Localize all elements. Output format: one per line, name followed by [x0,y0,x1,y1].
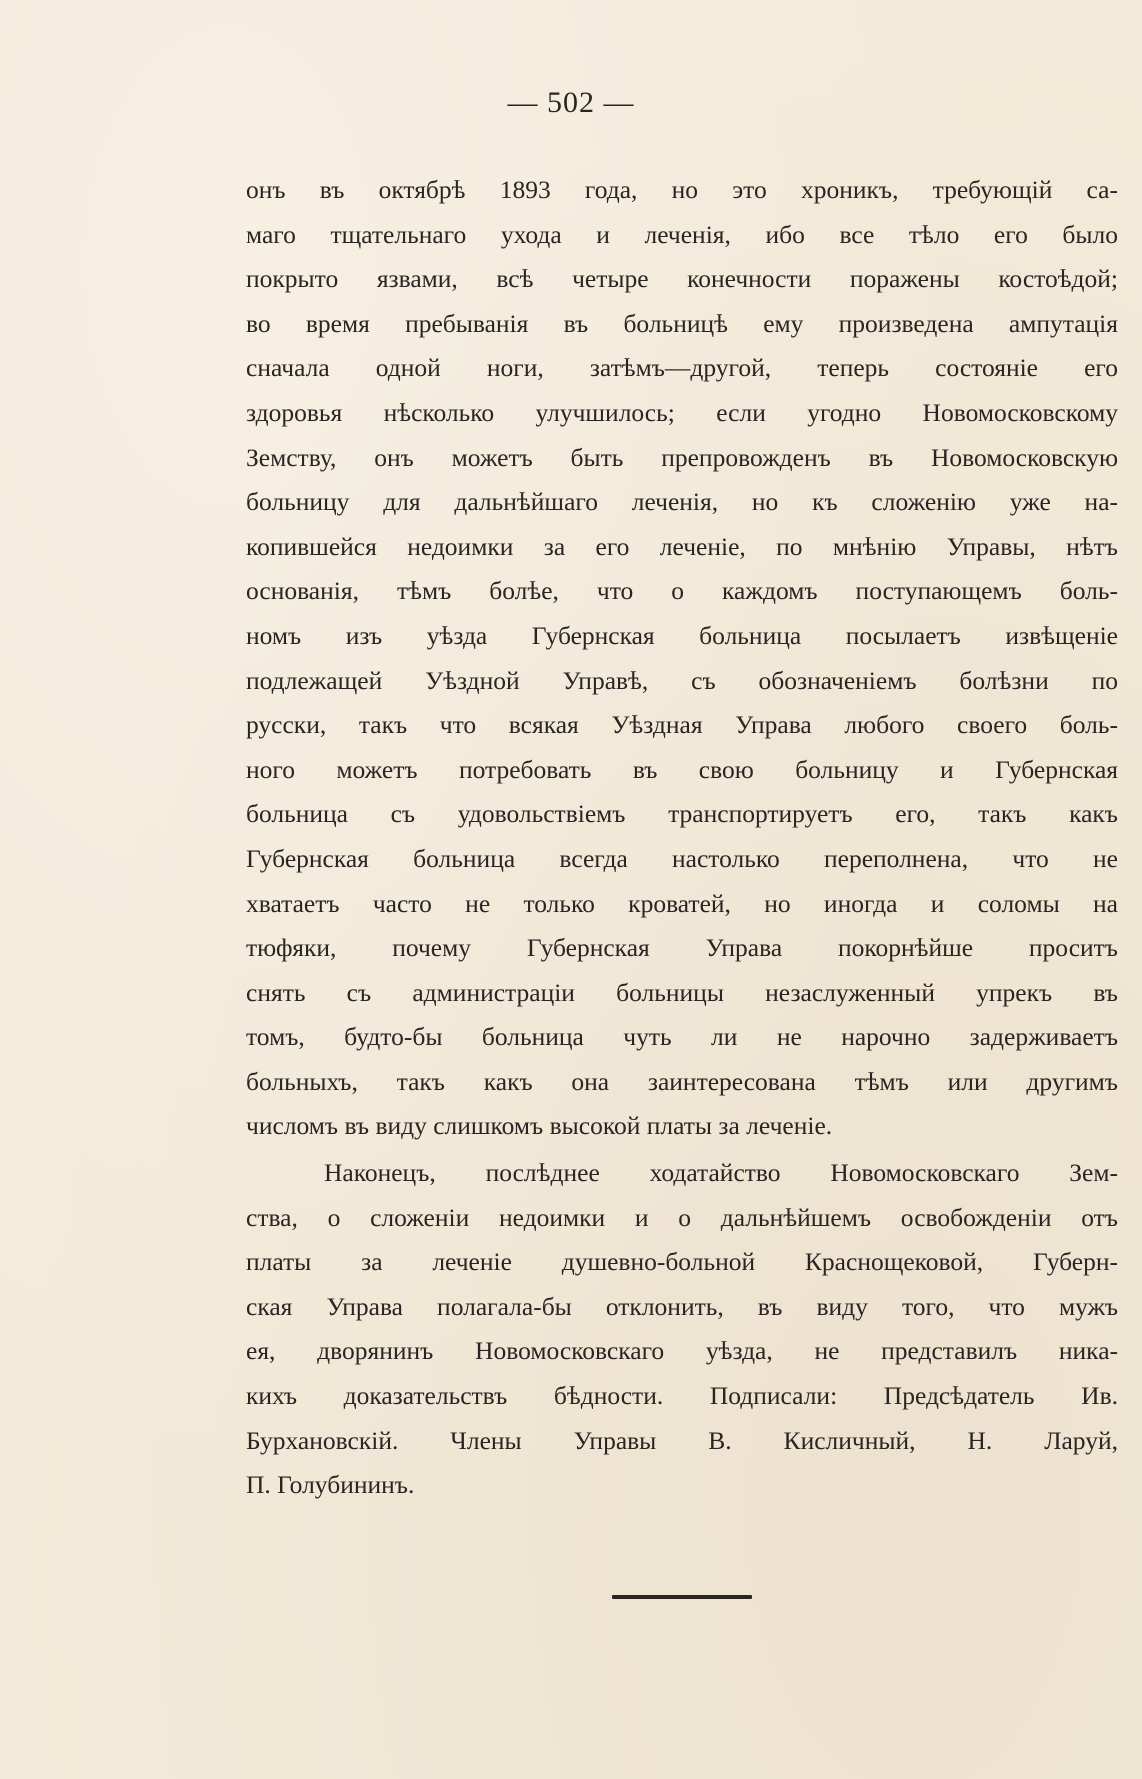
text-line: Бурхановскій. Члены Управы В. Кисличный, Н. Ларуй, [246,1425,1118,1455]
text-line: ея, дворянинъ Новомосковскаго уѣзда, не представилъ ника- [246,1336,1118,1366]
text-line: номъ изъ уѣзда Губернская больница посылаетъ извѣщеніе [246,620,1118,650]
text-line: ства, о сложеніи недоимки и о дальнѣйшемъ освобожденіи отъ [246,1202,1118,1232]
text-line: русски, такъ что всякая Уѣздная Управа любого своего боль- [246,710,1118,740]
text-line: Наконецъ, послѣднее ходатайство Новомосковскаго Зем- [324,1158,1118,1188]
text-line: тюфяки, почему Губернская Управа покорнѣйше проситъ [246,933,1118,963]
text-line: покрыто язвами, всѣ четыре конечности поражены костоѣдой; [246,264,1118,294]
page-number: — 502 — [507,86,635,119]
paragraph-2 [246,1151,1118,1508]
text-line: ская Управа полагала-бы отклонить, въ виду того, что мужъ [246,1291,1118,1321]
text-line: снять съ администраціи больницы незаслуженный упрекъ въ [246,977,1118,1007]
text-line: онъ въ октябрѣ 1893 года, но это хроникъ, требующій са- [246,175,1118,204]
text-line: больница съ удовольствіемъ транспортируетъ его, такъ какъ [246,799,1118,829]
text-line: числомъ въ виду слишкомъ высокой платы за леченіе. [246,1111,833,1141]
text-line: Земству, онъ можетъ быть препровожденъ въ Новомосковскую [246,442,1118,472]
text-line: больныхъ, такъ какъ она заинтересована тѣмъ или другимъ [246,1066,1118,1096]
text-line: подлежащей Уѣздной Управѣ, съ обозначеніемъ болѣзни по [246,665,1118,695]
text-line: хватаетъ часто не только кроватей, но иногда и соломы на [246,888,1118,918]
text-line: платы за леченіе душевно-больной Краснощековой, Губерн- [246,1247,1118,1277]
text-line: здоровья нѣсколько улучшилось; если угодно Новомосковскому [246,397,1118,427]
text-line: Губернская больница всегда настолько переполнена, что не [246,843,1118,873]
text-line: ного можетъ потребовать въ свою больницу и Губернская [246,754,1118,784]
end-rule [612,1595,752,1599]
text-line: больницу для дальнѣйшаго леченія, но къ сложенію уже на- [246,487,1118,517]
text-line: томъ, будто-бы больница чуть ли не нарочно задерживаетъ [246,1022,1118,1052]
text-line: копившейся недоимки за его леченіе, по мнѣнію Управы, нѣтъ [246,531,1118,561]
body-text [246,168,1118,1508]
text-line: маго тщательнаго ухода и леченія, ибо все тѣло его было [246,219,1118,249]
text-line: П. Голубининъ. [246,1470,415,1500]
text-line: сначала одной ноги, затѣмъ—другой, теперь состояніе его [246,353,1118,383]
text-line: во время пребыванія въ больницѣ ему произведена ампутація [246,308,1118,338]
text-line: кихъ доказательствъ бѣдности. Подписали: Предсѣдатель Ив. [246,1381,1118,1411]
text-line: основанія, тѣмъ болѣе, что о каждомъ поступающемъ боль- [246,576,1118,606]
paragraph-1 [246,168,1118,1149]
